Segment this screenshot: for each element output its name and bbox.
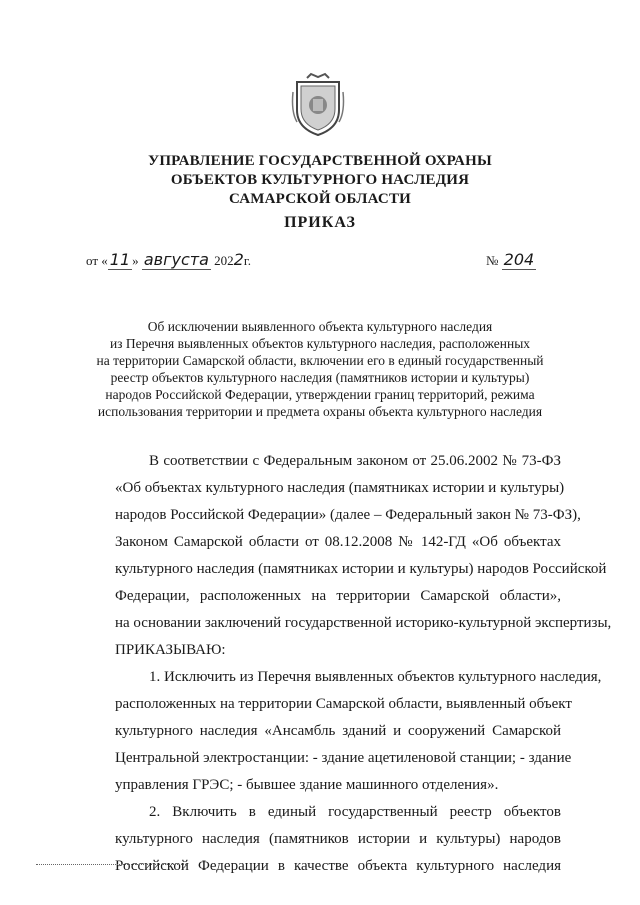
body-line: Федерации, расположенных на территории Самарской области»,	[115, 588, 561, 604]
subject-line: народов Российской Федерации, утверждении границ территорий, режима	[105, 387, 535, 402]
date-mid: »	[132, 253, 139, 268]
number-value: 204	[503, 250, 535, 269]
body-line: народов Российской Федерации» (далее – Федеральный закон № 73-ФЗ),	[115, 507, 581, 523]
body-line: расположенных на территории Самарской области, выявленный объект	[115, 696, 572, 712]
order-number	[486, 250, 536, 269]
body-line: «Об объектах культурного наследия (памятниках истории и культуры)	[115, 480, 565, 496]
order-date	[86, 250, 251, 269]
body-line: Законом Самарской области от 08.12.2008 № 142-ГД «Об объектах	[115, 534, 561, 550]
body-line: управления ГРЭС; - бывшее здание машинного отделения».	[115, 777, 499, 793]
document-type-title: ПРИКАЗ	[284, 214, 356, 231]
org-line: САМАРСКОЙ ОБЛАСТИ	[228, 191, 412, 207]
subject-line: Об исключении выявленного объекта культурного наследия	[147, 319, 493, 334]
body-line: 1. Исключить из Перечня выявленных объектов культурного наследия,	[149, 669, 602, 685]
body-line: В соответствии с Федеральным законом от 25.06.2002 № 73-ФЗ	[149, 453, 561, 469]
body-line: 2. Включить в единый государственный реестр объектов	[149, 804, 561, 820]
coat-of-arms-emblem	[289, 72, 347, 138]
order-subject	[0, 318, 640, 420]
body-line: на основании заключений государственной историко-культурной экспертизы,	[115, 615, 612, 631]
body-line: культурного наследия (памятников истории и культуры) народов	[115, 831, 561, 847]
body-line: Российской Федерации в качестве объекта культурного наследия	[115, 858, 561, 874]
date-prefix: от «	[86, 253, 108, 268]
subject-line: использования территории и предмета охраны объекта культурного наследия	[97, 404, 543, 419]
body-line: культурного наследия «Ансамбль зданий и сооружений Самарской	[115, 723, 561, 739]
subject-line: реестр объектов культурного наследия (памятников истории и культуры)	[110, 370, 530, 385]
date-day: 11	[109, 250, 131, 269]
body-line: культурного наследия (памятниках истории и культуры) народов Российской	[115, 561, 607, 577]
subject-line: на территории Самарской области, включении его в единый государственный	[96, 353, 544, 368]
number-label: №	[486, 253, 499, 268]
body-line: ПРИКАЗЫВАЮ:	[115, 642, 226, 658]
date-year-suffix: 2	[233, 250, 244, 269]
date-month: августа	[143, 250, 209, 269]
body-line: Центральной электростанции: - здание ацетиленовой станции; - здание	[115, 750, 572, 766]
org-line: УПРАВЛЕНИЕ ГОСУДАРСТВЕННОЙ ОХРАНЫ	[148, 153, 492, 169]
date-suffix: г.	[243, 253, 251, 268]
org-line: ОБЪЕКТОВ КУЛЬТУРНОГО НАСЛЕДИЯ	[170, 172, 470, 188]
organization-name	[0, 152, 640, 209]
date-year-prefix: 202	[214, 253, 234, 268]
subject-line: из Перечня выявленных объектов культурного наследия, расположенных	[109, 336, 531, 351]
footer-divider	[36, 864, 186, 865]
